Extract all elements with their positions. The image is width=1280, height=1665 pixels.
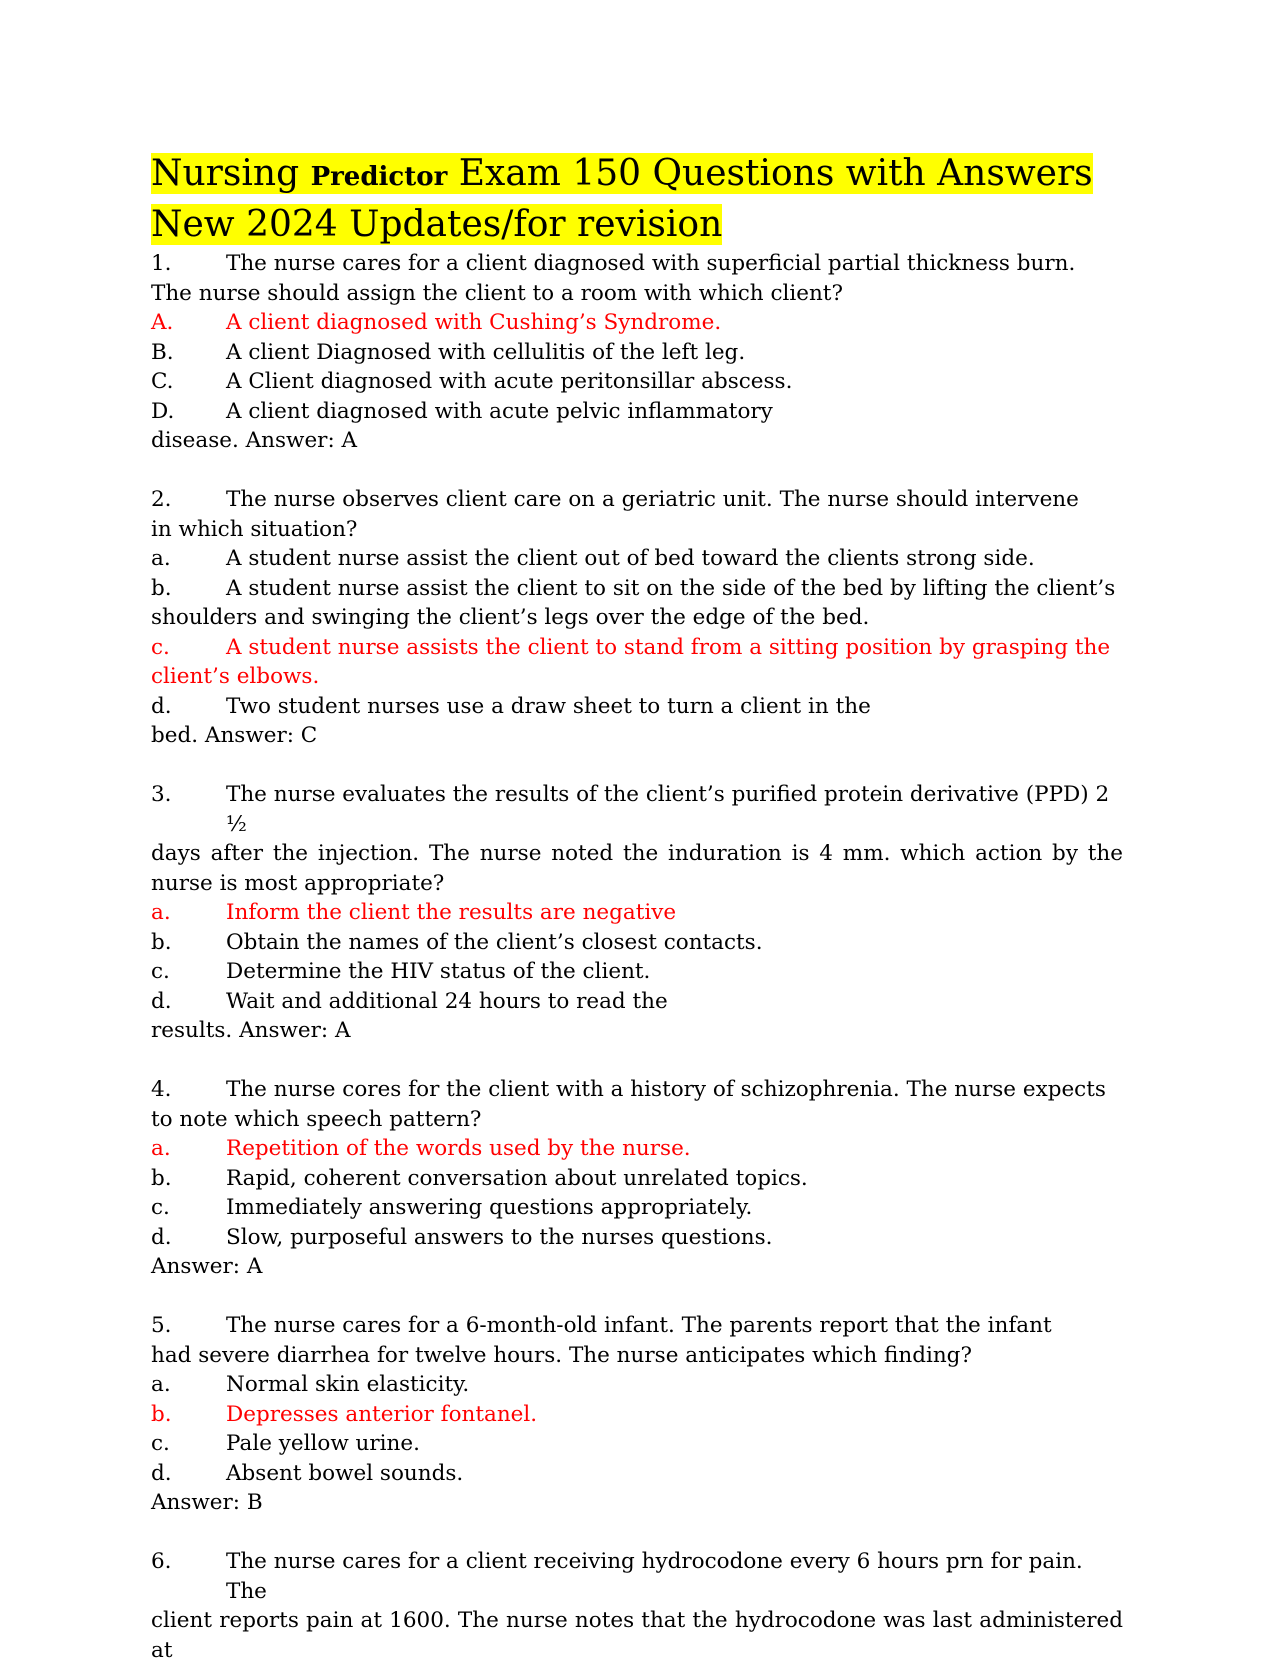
option-row <box>151 928 1123 958</box>
question-stem-continued: The nurse should assign the client to a room with which client? <box>151 280 843 306</box>
option-text: Repetition of the words used by the nurse. <box>226 1136 691 1161</box>
option-text: A client Diagnosed with cellulitis of the left leg. <box>226 339 746 365</box>
question-stem-row <box>151 1311 1123 1341</box>
option-label: a. <box>151 900 171 925</box>
question-spacer <box>151 1518 1123 1548</box>
option-row <box>151 397 1123 427</box>
question-stem-continued: client reports pain at 1600. The nurse notes that the hydrocodone was last administered at <box>151 1608 1123 1663</box>
option-row <box>151 1459 1123 1489</box>
option-label: c. <box>151 1431 170 1456</box>
option-label: d. <box>151 693 172 719</box>
answer-option <box>151 1223 1123 1253</box>
question-stem: The nurse cares for a 6-month-old infant. The parents report that the infant <box>226 1313 1052 1338</box>
correct-option <box>151 898 1123 928</box>
question-spacer <box>151 456 1123 486</box>
answer-option <box>151 1370 1123 1400</box>
correct-option <box>151 1400 1123 1430</box>
question-stem-row <box>151 485 1123 515</box>
answer-option <box>151 957 1123 987</box>
option-text: Absent bowel sounds. <box>226 1460 464 1486</box>
question-stem: The nurse cores for the client with a history of schizophrenia. The nurse expects <box>226 1077 1106 1102</box>
question-stem-row <box>151 249 1123 279</box>
option-text: A Client diagnosed with acute peritonsillar abscess. <box>226 369 793 394</box>
title-rest: Exam 150 Questions with Answers <box>447 153 1093 194</box>
answer-option <box>151 1164 1123 1194</box>
answer-line: results. Answer: A <box>151 1018 351 1043</box>
option-text: A client diagnosed with Cushing’s Syndrome. <box>226 310 722 335</box>
question-number: 3. <box>151 782 172 807</box>
option-row <box>151 1134 1123 1164</box>
option-label: b. <box>151 1401 172 1427</box>
option-row <box>151 898 1123 928</box>
option-text-continued: client’s elbows. <box>151 664 320 689</box>
question-spacer <box>151 1282 1123 1312</box>
option-row <box>151 1429 1123 1459</box>
option-row <box>151 544 1123 574</box>
option-text: Immediately answering questions appropriately. <box>226 1195 753 1220</box>
option-label: c. <box>151 1195 170 1220</box>
question-spacer <box>151 1046 1123 1076</box>
option-label: d. <box>151 1224 172 1250</box>
question-spacer <box>151 751 1123 781</box>
question-stem-continued: in which situation? <box>151 516 358 542</box>
question-stem: The nurse observes client care on a geriatric unit. The nurse should intervene <box>226 487 1079 512</box>
answer-line: Answer: B <box>151 1490 263 1515</box>
title-word-nursing: Nursing <box>151 153 311 194</box>
answer-line: bed. Answer: C <box>151 723 318 748</box>
option-text: A client diagnosed with acute pelvic inflammatory <box>226 398 773 424</box>
question-block <box>151 1547 1123 1665</box>
option-text: A student nurse assist the client to sit on the side of the bed by lifting the client’s <box>226 575 1116 601</box>
question-stem-row <box>151 1075 1123 1105</box>
option-label: B. <box>151 339 174 365</box>
option-text: Obtain the names of the client’s closest contacts. <box>226 929 763 955</box>
option-label: b. <box>151 575 172 601</box>
option-row <box>151 1370 1123 1400</box>
option-row <box>151 987 1123 1017</box>
option-row <box>151 1223 1123 1253</box>
option-row <box>151 1164 1123 1194</box>
option-text: Pale yellow urine. <box>226 1431 420 1456</box>
answer-option <box>151 1193 1123 1223</box>
answer-option <box>151 574 1123 633</box>
option-text: Rapid, coherent conversation about unrelated topics. <box>226 1165 808 1191</box>
correct-option <box>151 1134 1123 1164</box>
title-line-1 <box>151 153 1093 194</box>
option-row <box>151 957 1123 987</box>
option-label: d. <box>151 1460 172 1486</box>
option-row <box>151 1193 1123 1223</box>
option-text: Two student nurses use a draw sheet to turn a client in the <box>226 693 871 719</box>
option-row <box>151 574 1123 604</box>
option-row <box>151 1400 1123 1430</box>
answer-option <box>151 338 1123 368</box>
question-stem-continued: had severe diarrhea for twelve hours. The nurse anticipates which finding? <box>151 1342 972 1368</box>
option-label: d. <box>151 988 172 1014</box>
option-label: a. <box>151 1136 171 1161</box>
answer-option <box>151 1459 1123 1489</box>
option-text: Normal skin elasticity. <box>226 1372 470 1397</box>
answer-option <box>151 1429 1123 1459</box>
question-block <box>151 780 1123 1046</box>
option-label: D. <box>151 398 175 424</box>
question-block <box>151 1075 1123 1282</box>
option-row <box>151 692 1123 722</box>
correct-option <box>151 308 1123 338</box>
answer-option <box>151 987 1123 1017</box>
title-word-predictor: Predictor <box>310 162 448 192</box>
option-text: A student nurse assist the client out of bed toward the clients strong side. <box>226 546 1035 571</box>
question-stem-continued: days after the injection. The nurse noted the induration is 4 mm. which action by the nurse is most appropriate? <box>151 841 1123 896</box>
answer-option <box>151 367 1123 397</box>
document-title <box>151 150 1123 249</box>
question-block <box>151 485 1123 751</box>
option-row <box>151 633 1123 663</box>
option-label: b. <box>151 929 172 955</box>
question-number: 5. <box>151 1313 172 1338</box>
option-text-continued: shoulders and swinging the client’s legs over the edge of the bed. <box>151 605 870 630</box>
option-label: C. <box>151 369 174 394</box>
question-stem: The nurse cares for a client receiving hydrocodone every 6 hours prn for pain. The <box>226 1549 1083 1604</box>
option-label: b. <box>151 1165 172 1191</box>
option-label: c. <box>151 959 170 984</box>
question-number: 6. <box>151 1549 172 1574</box>
correct-option <box>151 633 1123 692</box>
option-row <box>151 338 1123 368</box>
question-number: 4. <box>151 1077 172 1102</box>
option-text: Depresses anterior fontanel. <box>226 1401 538 1427</box>
option-text: Inform the client the results are negative <box>226 900 677 925</box>
option-label: c. <box>151 634 170 660</box>
question-list <box>151 249 1123 1665</box>
answer-option <box>151 928 1123 958</box>
question-stem-continued: to note which speech pattern? <box>151 1106 482 1132</box>
option-label: a. <box>151 1372 171 1397</box>
option-row <box>151 367 1123 397</box>
option-text: Wait and additional 24 hours to read the <box>226 988 668 1014</box>
answer-option <box>151 397 1123 427</box>
question-block <box>151 249 1123 456</box>
option-text: Slow, purposeful answers to the nurses questions. <box>226 1224 773 1250</box>
question-stem: The nurse cares for a client diagnosed with superficial partial thickness burn. <box>226 251 1076 276</box>
option-text: A student nurse assists the client to stand from a sitting position by grasping the <box>226 634 1111 660</box>
option-text: Determine the HIV status of the client. <box>226 959 651 984</box>
question-stem: The nurse evaluates the results of the client’s purified protein derivative (PPD) 2 ½ <box>226 782 1110 837</box>
document-page <box>151 150 1123 1665</box>
question-stem-row <box>151 1547 1123 1606</box>
question-stem-row <box>151 780 1123 839</box>
answer-line: Answer: A <box>151 1254 263 1279</box>
option-label: a. <box>151 546 171 571</box>
answer-line: disease. Answer: A <box>151 428 358 453</box>
question-number: 1. <box>151 251 172 276</box>
option-label: A. <box>151 310 174 335</box>
option-row <box>151 308 1123 338</box>
answer-option <box>151 692 1123 722</box>
title-line-2: New 2024 Updates/for revision <box>151 204 723 245</box>
answer-option <box>151 544 1123 574</box>
question-number: 2. <box>151 487 172 512</box>
question-block <box>151 1311 1123 1518</box>
